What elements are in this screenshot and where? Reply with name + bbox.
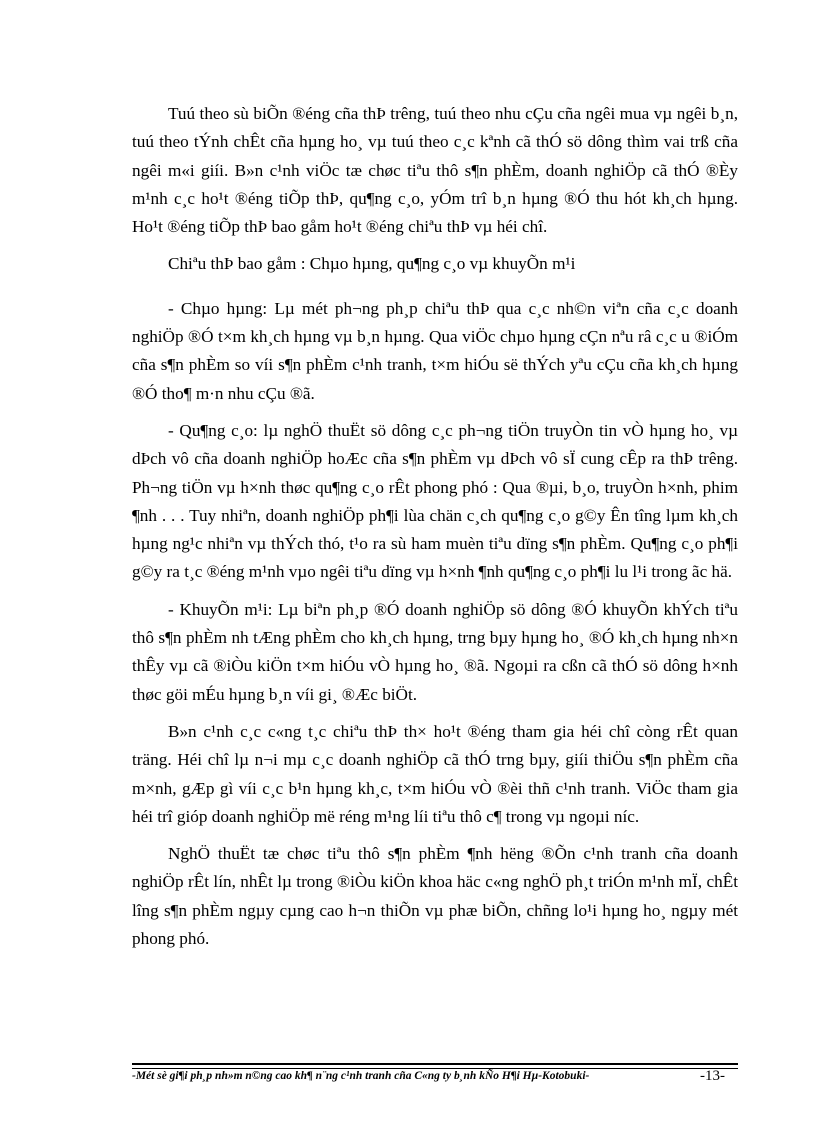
footer-rule-thin bbox=[132, 1068, 738, 1069]
paragraph-sales-organization: NghÖ thuËt tæ chøc tiªu thô s¶n phÈm ¶nh hëng ®Õn c¹nh tranh cña doanh nghiÖp rÊt lín, nhÊt lµ trong ®iÒu kiÖn khoa häc c«ng nghÖ ph¸t triÓn m¹nh mÏ, chÊt lîng s¶n phÈm ngµy cµng cao h¬n thiÕn vµ phæ biÕn, chñng lo¹i hµng ho¸ ngµy mét phong phó. bbox=[132, 844, 738, 949]
paragraph-trade-fair: B»n c¹nh c¸c c«ng t¸c chiªu thÞ th× ho¹t ®éng tham gia héi chî còng rÊt quan träng. Héi chî lµ n¬i mµ c¸c doanh nghiÖp cã thÓ trng bµy, giíi thiÖu s¶n phÈm cña m×nh, gÆp gì víi c¸c b¹n hµng kh¸c, t×m hiÓu vÒ ®èi thñ c¹nh tranh. ViÖc tham gia héi trî gióp doanh nghiÖp më réng m¹ng líi tiªu thô c¶ trong vµ ngoµi níc. bbox=[132, 721, 738, 826]
footer-title: -Mét sè gi¶i ph¸p nh»m n©ng cao kh¶ n¨ng c¹nh tranh cña C«ng ty b¸nh kÑo H¶i Hµ-Kotobuki- bbox=[132, 1070, 590, 1082]
page-number: -13- bbox=[700, 1068, 725, 1084]
paragraph-advertising: - Qu¶ng c¸o: lµ nghÖ thuËt sö dông c¸c ph¬ng tiÖn truyÒn tin vÒ hµng ho¸ vµ dÞch vô cña doanh nghiÖp hoÆc cña s¶n phÈm vµ dÞch vô sÏ cung cÊp ra thÞ trêng. Ph¬ng tiÖn vµ h×nh thøc qu¶ng c¸o rÊt phong phó : Qua ®µi, b¸o, truyÒn h×nh, phim ¶nh . . . Tuy nhiªn, doanh nghiÖp ph¶i lùa chän c¸ch qu¶ng c¸o g©y Ên tîng lµm kh¸ch hµng ng¹c nhiªn vµ thÝch thó, t¹o ra sù ham muèn tiªu dïng s¶n phÈm. Qu¶ng c¸o ph¶i g©y ra t¸c ®éng m¹nh vµo ngêi tiªu dïng vµ h×nh ¶nh qu¶ng c¸o ph¶i lu l¹i trong ãc hä. bbox=[132, 420, 738, 582]
footer-rule bbox=[132, 1063, 738, 1065]
paragraph-sales-offer: - Chµo hµng: Lµ mét ph¬ng ph¸p chiªu thÞ qua c¸c nh©n viªn cña c¸c doanh nghiÖp ®Ó t×m kh¸ch hµng vµ b¸n hµng. Qua viÖc chµo hµng cÇn nªu râ c¸c u ®iÓm cña s¶n phÈm so víi s¶n phÈm c¹nh tranh, t×m hiÓu së thÝch yªu cÇu cña kh¸ch hµng ®Ó tho¶ m·n nhu cÇu ®ã. bbox=[132, 298, 738, 403]
document-body bbox=[132, 100, 738, 962]
paragraph-intro: Tuú theo sù biÕn ®éng cña thÞ trêng, tuú theo nhu cÇu cña ngêi mua vµ ngêi b¸n, tuú theo tÝnh chÊt cña hµng ho¸ vµ tuú theo c¸c kªnh cã thÓ sö dông thìm vai trß cña ngêi m«i giíi. B»n c¹nh viÖc tæ chøc tiªu thô s¶n phÈm, doanh nghiÖp cã thÓ ®Èy m¹nh c¸c ho¹t ®éng tiÕp thÞ, qu¶ng c¸o, yÓm trî b¸n hµng ®Ó thu hót kh¸ch hµng. Ho¹t ®éng tiÕp thÞ bao gåm ho¹t ®éng chiªu thÞ vµ héi chî. bbox=[132, 104, 738, 237]
paragraph-promotion: - KhuyÕn m¹i: Lµ biªn ph¸p ®Ó doanh nghiÖp sö dông ®Ó khuyÕn khÝch tiªu thô s¶n phÈm nh tÆng phÈm cho kh¸ch hµng, trng bµy hµng ho¸ ®Ó kh¸ch hµng nh×n thÊy vµ cã ®iÒu kiÖn t×m hiÓu vÒ hµng ho¸ ®ã. Ngoµi ra cßn cã thÓ sö dông h×nh thøc göi mÉu hµng b¸n víi gi¸ ®Æc biÖt. bbox=[132, 599, 738, 704]
paragraph-promotion-summary: Chiªu thÞ bao gåm : Chµo hµng, qu¶ng c¸o vµ khuyÕn m¹i bbox=[168, 254, 576, 274]
